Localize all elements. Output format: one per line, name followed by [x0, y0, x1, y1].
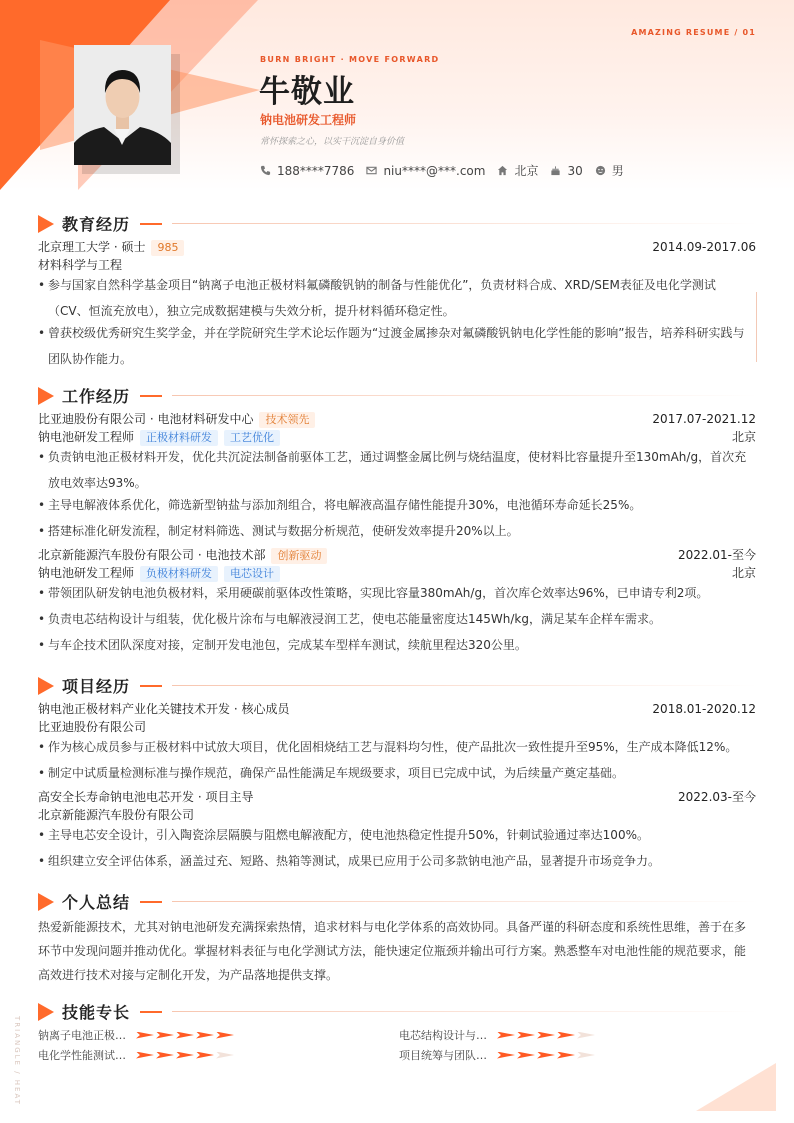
skill-arrow-icon [577, 1032, 595, 1039]
email-text: niu****@***.com [383, 163, 486, 178]
decor-line [756, 292, 757, 362]
project-name: 钠电池正极材料产业化关键技术开发 · 核心成员 [38, 702, 290, 716]
skill-arrow-icon [517, 1032, 535, 1039]
skill-arrow-icon [176, 1032, 194, 1039]
contact-gender [595, 162, 624, 179]
section-title: 项目经历 [62, 677, 131, 696]
section-flag-icon [38, 387, 54, 405]
section-project-header [38, 674, 758, 697]
person-icon [595, 165, 606, 176]
phone-text: 188****7786 [277, 163, 355, 178]
skill-arrow-icon [497, 1032, 515, 1039]
project-period: 2022.03-至今 [678, 790, 756, 804]
contact-age [550, 164, 582, 178]
contact-bar [260, 162, 636, 179]
skill-item [399, 1047, 597, 1063]
summary-text: 热爱新能源技术，尤其对钠电池研发充满探索热情，追求材料与电化学体系的高效协同。具备严谨的科研态度和系统性思维，善于在多环节中发现问题并推动优化。掌握材料表征与电化学测试方法，能快速定位瓶颈并输出可行方案。熟悉整车对电池性能的规范要求，能高效进行技术对接与定制化开发，为产品落地提供支撑。 [38, 920, 747, 982]
section-title: 工作经历 [62, 387, 131, 406]
contact-city [497, 162, 538, 179]
corner-triangle-decor [696, 1063, 776, 1111]
work-bullet: • 与车企技术团队深度对接，定制开发电池包，完成某车型样车测试，续航里程达320公里。 [38, 632, 756, 658]
section-skills-header [38, 1000, 758, 1023]
email-icon [366, 165, 377, 176]
skill-arrow-icon [136, 1032, 154, 1039]
project-period: 2018.01-2020.12 [652, 702, 756, 716]
work-city: 北京 [731, 430, 756, 444]
project-bullet: • 主导电芯安全设计，引入陶瓷涂层隔膜与阻燃电解液配方，使电池热稳定性提升50%，针刺试验通过率达100%。 [38, 822, 756, 848]
skill-arrow-icon [557, 1032, 575, 1039]
project-bullet: • 组织建立安全评估体系，涵盖过充、短路、热箱等测试，成果已应用于公司多款钠电池产品，显著提升市场竞争力。 [38, 848, 756, 874]
side-watermark: TRIANGLE / HEAT [13, 1016, 21, 1106]
work-period: 2022.01-至今 [678, 548, 756, 562]
section-summary-header [38, 890, 758, 913]
work-title: 钠电池研发工程师 [38, 430, 135, 444]
work-bullet: • 带领团队研发钠电池负极材料，采用硬碳前驱体改性策略，实现比容量380mAh/g，首次库仑效率达96%，已申请专利2项。 [38, 580, 756, 606]
section-dash [140, 1011, 162, 1013]
skill-label: 电芯结构设计与… [399, 1029, 487, 1042]
skill-arrow-icon [176, 1052, 194, 1059]
work-company-row [38, 546, 756, 564]
skill-tag: 负极材料研发 [140, 566, 218, 582]
skill-arrow-icon [136, 1052, 154, 1059]
skill-arrow-icon [196, 1052, 214, 1059]
skill-rating [497, 1052, 597, 1059]
education-row [38, 238, 756, 256]
section-line [172, 395, 758, 396]
skill-arrow-icon [156, 1032, 174, 1039]
school-name: 北京理工大学 · 硕士 [38, 240, 146, 254]
skill-rating [497, 1032, 597, 1039]
work-title: 钠电池研发工程师 [38, 566, 135, 580]
section-flag-icon [38, 215, 54, 233]
page-corner-mark: AMAZING RESUME / 01 [631, 28, 756, 37]
skill-arrow-icon [216, 1032, 234, 1039]
section-flag-icon [38, 893, 54, 911]
city-text: 北京 [514, 164, 539, 178]
motto: 常怀探索之心，以实干沉淀自身价值 [260, 137, 405, 147]
skill-tag: 工艺优化 [224, 430, 280, 446]
project-row [38, 700, 756, 718]
project-org: 北京新能源汽车股份有限公司 [38, 808, 195, 822]
skill-rating [136, 1032, 236, 1039]
section-dash [140, 395, 162, 397]
age-text: 30 [567, 163, 583, 178]
work-bullet: • 主导电解液体系优化，筛选新型钠盐与添加剂组合，将电解液高温存储性能提升30%，电池循环寿命延长25%。 [38, 492, 756, 518]
section-title: 个人总结 [62, 893, 131, 912]
contact-phone[interactable] [260, 164, 354, 178]
project-org: 比亚迪股份有限公司 [38, 720, 147, 734]
work-bullet: • 负责电芯结构设计与组装，优化极片涂布与电解液浸润工艺，使电芯能量密度达145Wh/kg，满足某车企样车需求。 [38, 606, 756, 632]
skill-label: 项目统筹与团队… [399, 1049, 487, 1062]
skill-item [38, 1027, 236, 1043]
major: 材料科学与工程 [38, 258, 123, 272]
phone-icon [260, 165, 271, 176]
avatar [74, 45, 171, 165]
section-education-header [38, 212, 758, 235]
section-line [172, 1011, 758, 1012]
education-bullet: • 参与国家自然科学基金项目“钠离子电池正极材料氟磷酸钒钠的制备与性能优化”，负责材料合成、XRD/SEM表征及电化学测试（CV、恒流充放电），独立完成数据建模与失效分析，提升材料循环稳定性。 [38, 272, 756, 324]
skill-arrow-icon [537, 1052, 555, 1059]
education-period: 2014.09-2017.06 [652, 240, 756, 254]
company-name: 北京新能源汽车股份有限公司 · 电池技术部 [38, 548, 266, 562]
section-flag-icon [38, 677, 54, 695]
project-bullet: • 作为核心成员参与正极材料中试放大项目，优化固相烧结工艺与混料均匀性，使产品批次一致性提升至95%，生产成本降低12%。 [38, 734, 756, 760]
section-title: 技能专长 [62, 1003, 131, 1022]
skill-arrow-icon [557, 1052, 575, 1059]
gender-text: 男 [611, 164, 624, 178]
section-line [172, 685, 758, 686]
job-title: 钠电池研发工程师 [260, 113, 357, 127]
skill-arrow-icon [497, 1052, 515, 1059]
work-period: 2017.07-2021.12 [652, 412, 756, 426]
work-company-row [38, 410, 756, 428]
skill-rating [136, 1052, 236, 1059]
section-title: 教育经历 [62, 215, 131, 234]
skill-item [399, 1027, 597, 1043]
project-row [38, 788, 756, 806]
company-tag: 创新驱动 [271, 548, 327, 564]
school-tag: 985 [151, 240, 184, 256]
section-dash [140, 685, 162, 687]
skill-arrow-icon [196, 1032, 214, 1039]
skill-arrow-icon [517, 1052, 535, 1059]
contact-email[interactable] [366, 164, 485, 178]
project-bullet: • 制定中试质量检测标准与操作规范，确保产品性能满足车规级要求，项目已完成中试，为后续量产奠定基础。 [38, 760, 756, 786]
home-icon [497, 165, 508, 176]
skill-item [38, 1047, 236, 1063]
tagline: BURN BRIGHT · MOVE FORWARD [260, 55, 440, 64]
section-dash [140, 901, 162, 903]
company-name: 比亚迪股份有限公司 · 电池材料研发中心 [38, 412, 254, 426]
section-line [172, 901, 758, 902]
education-bullet: • 曾获校级优秀研究生奖学金，并在学院研究生学术论坛作题为“过渡金属掺杂对氟磷酸钒钠电化学性能的影响”报告，培养科研实践与团队协作能力。 [38, 320, 756, 372]
skill-label: 电化学性能测试… [38, 1049, 126, 1062]
company-tag: 技术领先 [259, 412, 315, 428]
section-work-header [38, 384, 758, 407]
skill-arrow-icon [216, 1052, 234, 1059]
skill-arrow-icon [156, 1052, 174, 1059]
cake-icon [550, 165, 561, 176]
skill-tag: 正极材料研发 [140, 430, 218, 446]
section-line [172, 223, 758, 224]
section-flag-icon [38, 1003, 54, 1021]
section-dash [140, 223, 162, 225]
skill-arrow-icon [577, 1052, 595, 1059]
skill-tag: 电芯设计 [224, 566, 280, 582]
skill-label: 钠离子电池正极… [38, 1029, 126, 1042]
work-bullet: • 搭建标准化研发流程，制定材料筛选、测试与数据分析规范，使研发效率提升20%以上。 [38, 518, 756, 544]
skill-arrow-icon [537, 1032, 555, 1039]
project-name: 高安全长寿命钠电池电芯开发 · 项目主导 [38, 790, 254, 804]
work-city: 北京 [731, 566, 756, 580]
candidate-name: 牛敬业 [259, 74, 355, 110]
work-bullet: • 负责钠电池正极材料开发，优化共沉淀法制备前驱体工艺，通过调整金属比例与烧结温度，使材料比容量提升至130mAh/g，首次充放电效率达93%。 [38, 444, 756, 496]
